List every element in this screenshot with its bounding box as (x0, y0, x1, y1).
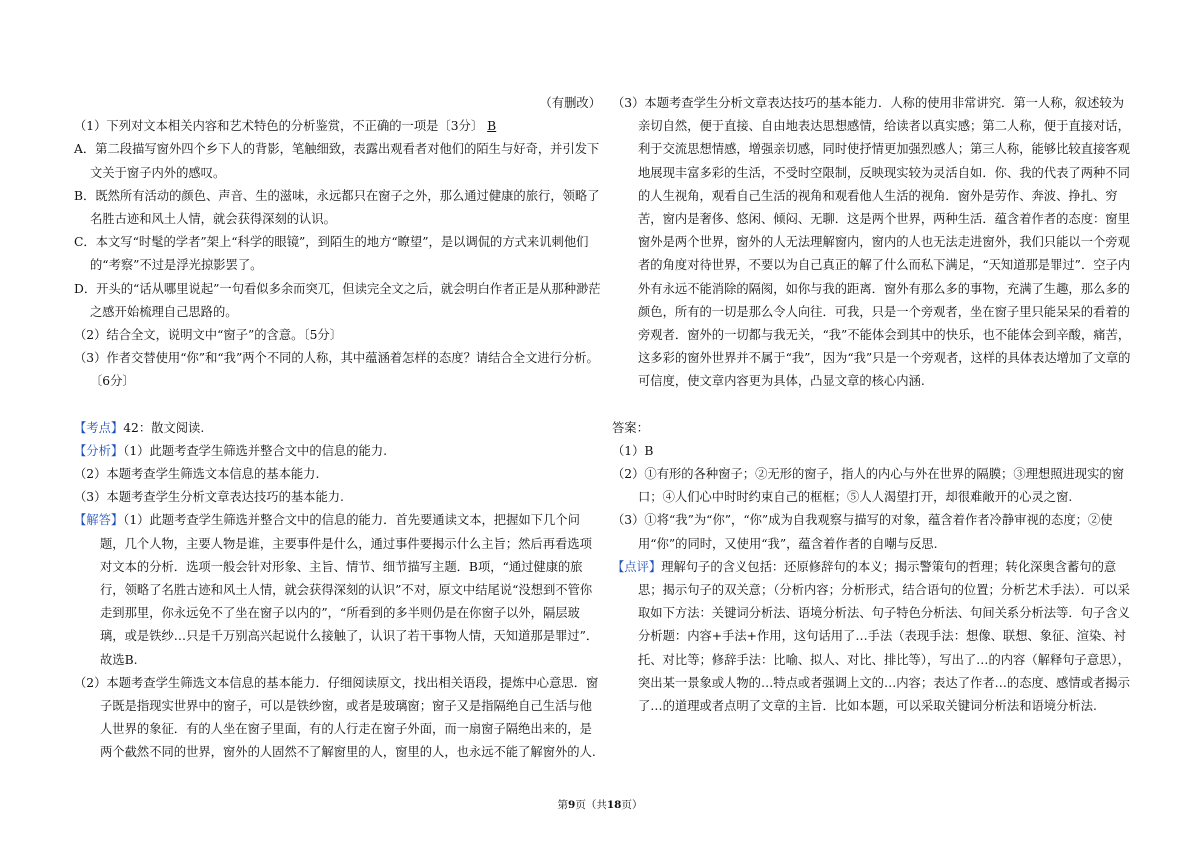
jieda-2: （2）本题考查学生筛选文本信息的基本能力．仔细阅读原文，找出相关语段，提炼中心意思．窗子既是指现实世界中的窗子，可以是铁纱窗，或者是玻璃窗；窗子又是指隔绝自己生活与他人世界的象征．有的人坐在窗子里面，有的人行走在窗子外面，而一扇窗子隔绝出来的，是两个截然不同的世界，窗外的人固然不了解窗里的人，窗里的人，也永远不能了解窗外的人. (74, 675, 599, 760)
page-number: 9 (568, 799, 576, 811)
jieda-3: （3）本题考查学生分析文章表达技巧的基本能力．人称的使用非常讲究．第一人称，叙述较为亲切自然，便于直接、自由地表达思想感情，给读者以真实感；第二人称，便于直接对话，利于交流思想情感，增强亲切感，同时使抒情更加强烈感人；第三人称，能够比较直接客观地展现丰富多彩的生活，不受时空限制，反映现实较为灵活自如．你、我的代表了两种不同的人生视角，观看自己生活的视角和观看他人生活的视角．窗外是劳作、奔波、挣扎、穷苦，窗内是奢侈、悠闲、倾闷、无聊．这是两个世界，两种生活．蕴含着作者的态度：窗里窗外是两个世界，窗外的人无法理解窗内，窗内的人也无法走进窗外，我们只能以一个旁观者的角度对待世界，不要以为自己真正的解了什么而私下满足，“天知道那是罪过”．空子内外有永远不能消除的隔阂，如你与我的距离．窗外有那么多的事物，充满了生趣，那么多的颜色，所有的一切是那么令人向往．可我，只是一个旁观者，坐在窗子里只能呆呆的看着的旁观者．窗外的一切都与我无关，“我”不能体会到其中的快乐，也不能体会到辛酸，痛苦，这多彩的窗外世界并不属于“我”，因为“我”只是一个旁观者，这样的具体表达增加了文章的可信度，使文章内容更为具体，凸显文章的核心内涵. (612, 96, 1131, 389)
kaodian (74, 417, 601, 440)
fenxi-2: （2）本题考查学生筛选文本信息的基本能力. (74, 467, 320, 482)
option-a: A．第二段描写窗外四个乡下人的背影，笔触细致，表露出观看者对他们的陌生与好奇，并引发下文关于窗子内外的感叹。 (74, 142, 600, 180)
page-mid: 页（共 (575, 799, 607, 811)
jieda-1: （1）此题考查学生筛选并整合文中的信息的能力．首先要通读文本，把握如下几个问题，几个人物，主要人物是谁，主要事件是什么，通过事件要揭示什么主旨；然后再看选项对文本的分析．选项一般会针对形象、主旨、情节、细节描写主题．B项，“通过健康的旅行，领略了名胜古迹和风土人情，就会获得深刻的认识”不对，原文中结尾说“没想到不管你走到那里，你永远免不了坐在窗子以内的”，“所看到的多半则仍是在你窗子以外，隔层玻璃，或是铁纱…只是千万别高兴起说什么接触了，认识了若干事物人情，天知道那是罪过”．故选B. (100, 513, 599, 667)
source-note: （有删改） (539, 96, 601, 110)
answer-label: 答案： (612, 420, 649, 435)
question-2: （2）结合全文，说明文中“窗子”的含意。〔5分〕 (74, 328, 343, 343)
question-3: （3）作者交替使用“你”和“我”两个不同的人称，其中蕴涵着怎样的态度？请结合全文进行分析。〔6分〕 (74, 351, 599, 389)
right-column (612, 92, 1132, 718)
dianping (612, 556, 1132, 718)
jieda-tag: 【解答】 (74, 513, 124, 528)
option-b: B．既然所有活动的颜色、声音、生的滋味，永远都只在窗子之外，那么通过健康的旅行，领略了名胜古迹和风土人情，就会获得深刻的认识。 (74, 188, 600, 227)
answer-1: （1）B (612, 443, 654, 458)
kaodian-text: 42：散文阅读. (123, 420, 205, 435)
option-c: C．本文写“时髦的学者”架上“科学的眼镜”，到陌生的地方“瞭望”，是以调侃的方式来讥刺他们的“考察”不过是浮光掠影罢了。 (74, 235, 589, 273)
fenxi (74, 440, 601, 463)
answer-2: （2）①有形的各种窗子；②无形的窗子，指人的内心与外在世界的隔膜；③理想照进现实的窗口；④人们心中时时约束自己的框框；⑤人人渴望打开，却很难敞开的心灵之窗. (612, 467, 1124, 505)
dianping-text: 理解句子的含义包括：还原修辞句的本义；揭示警策句的哲理；转化深奥含蓄句的意思；揭示句子的双关意；（分析内容；分析形式，结合语句的位置；分析艺术手法）．可以采取如下方法：关键词分析法、语境分析法、句子特色分析法、句间关系分析法等．句子含义分析题：内容+手法+作用，这句话用了…手法（表现手法：想像、联想、象征、渲染、衬托、对比等；修辞手法：比喻、拟人、对比、排比等），写出了…的内容（解释句子意思），突出某一景象或人物的…特点或者强调上文的…内容；表达了作者…的态度、感情或者揭示了…的道理或者点明了文章的主旨．比如本题，可以采取关键词分析法和语境分析法. (638, 559, 1130, 714)
jieda (74, 509, 601, 671)
page-suffix: 页） (621, 799, 643, 811)
fenxi-tag: 【分析】 (74, 443, 124, 458)
left-column (74, 92, 601, 765)
page-footer (0, 797, 1200, 812)
question-1-answer: B (487, 119, 497, 134)
fenxi-1: （1）此题考查学生筛选并整合文中的信息的能力. (123, 443, 388, 458)
question-1 (74, 115, 601, 138)
option-d: D．开头的“话从哪里说起”一句看似多余而突兀，但读完全文之后，就会明白作者正是从那种渺茫之感开始梳理自己思路的。 (74, 281, 601, 319)
fenxi-3: （3）本题考查学生分析文章表达技巧的基本能力. (74, 490, 344, 505)
kaodian-tag: 【考点】 (74, 420, 124, 435)
page-prefix: 第 (557, 799, 569, 811)
page-total: 18 (606, 799, 622, 811)
answer-3: （3）①将“我”为“你”，“你”成为自我观察与描写的对象，蕴含着作者冷静审视的态度；②使用“你”的同时，又使用“我”，蕴含着作者的自嘲与反思. (612, 513, 1113, 551)
question-1-text: （1）下列对文本相关内容和艺术特色的分析鉴赏，不正确的一项是〔3分〕 (74, 119, 484, 134)
dianping-tag: 【点评】 (612, 559, 662, 574)
